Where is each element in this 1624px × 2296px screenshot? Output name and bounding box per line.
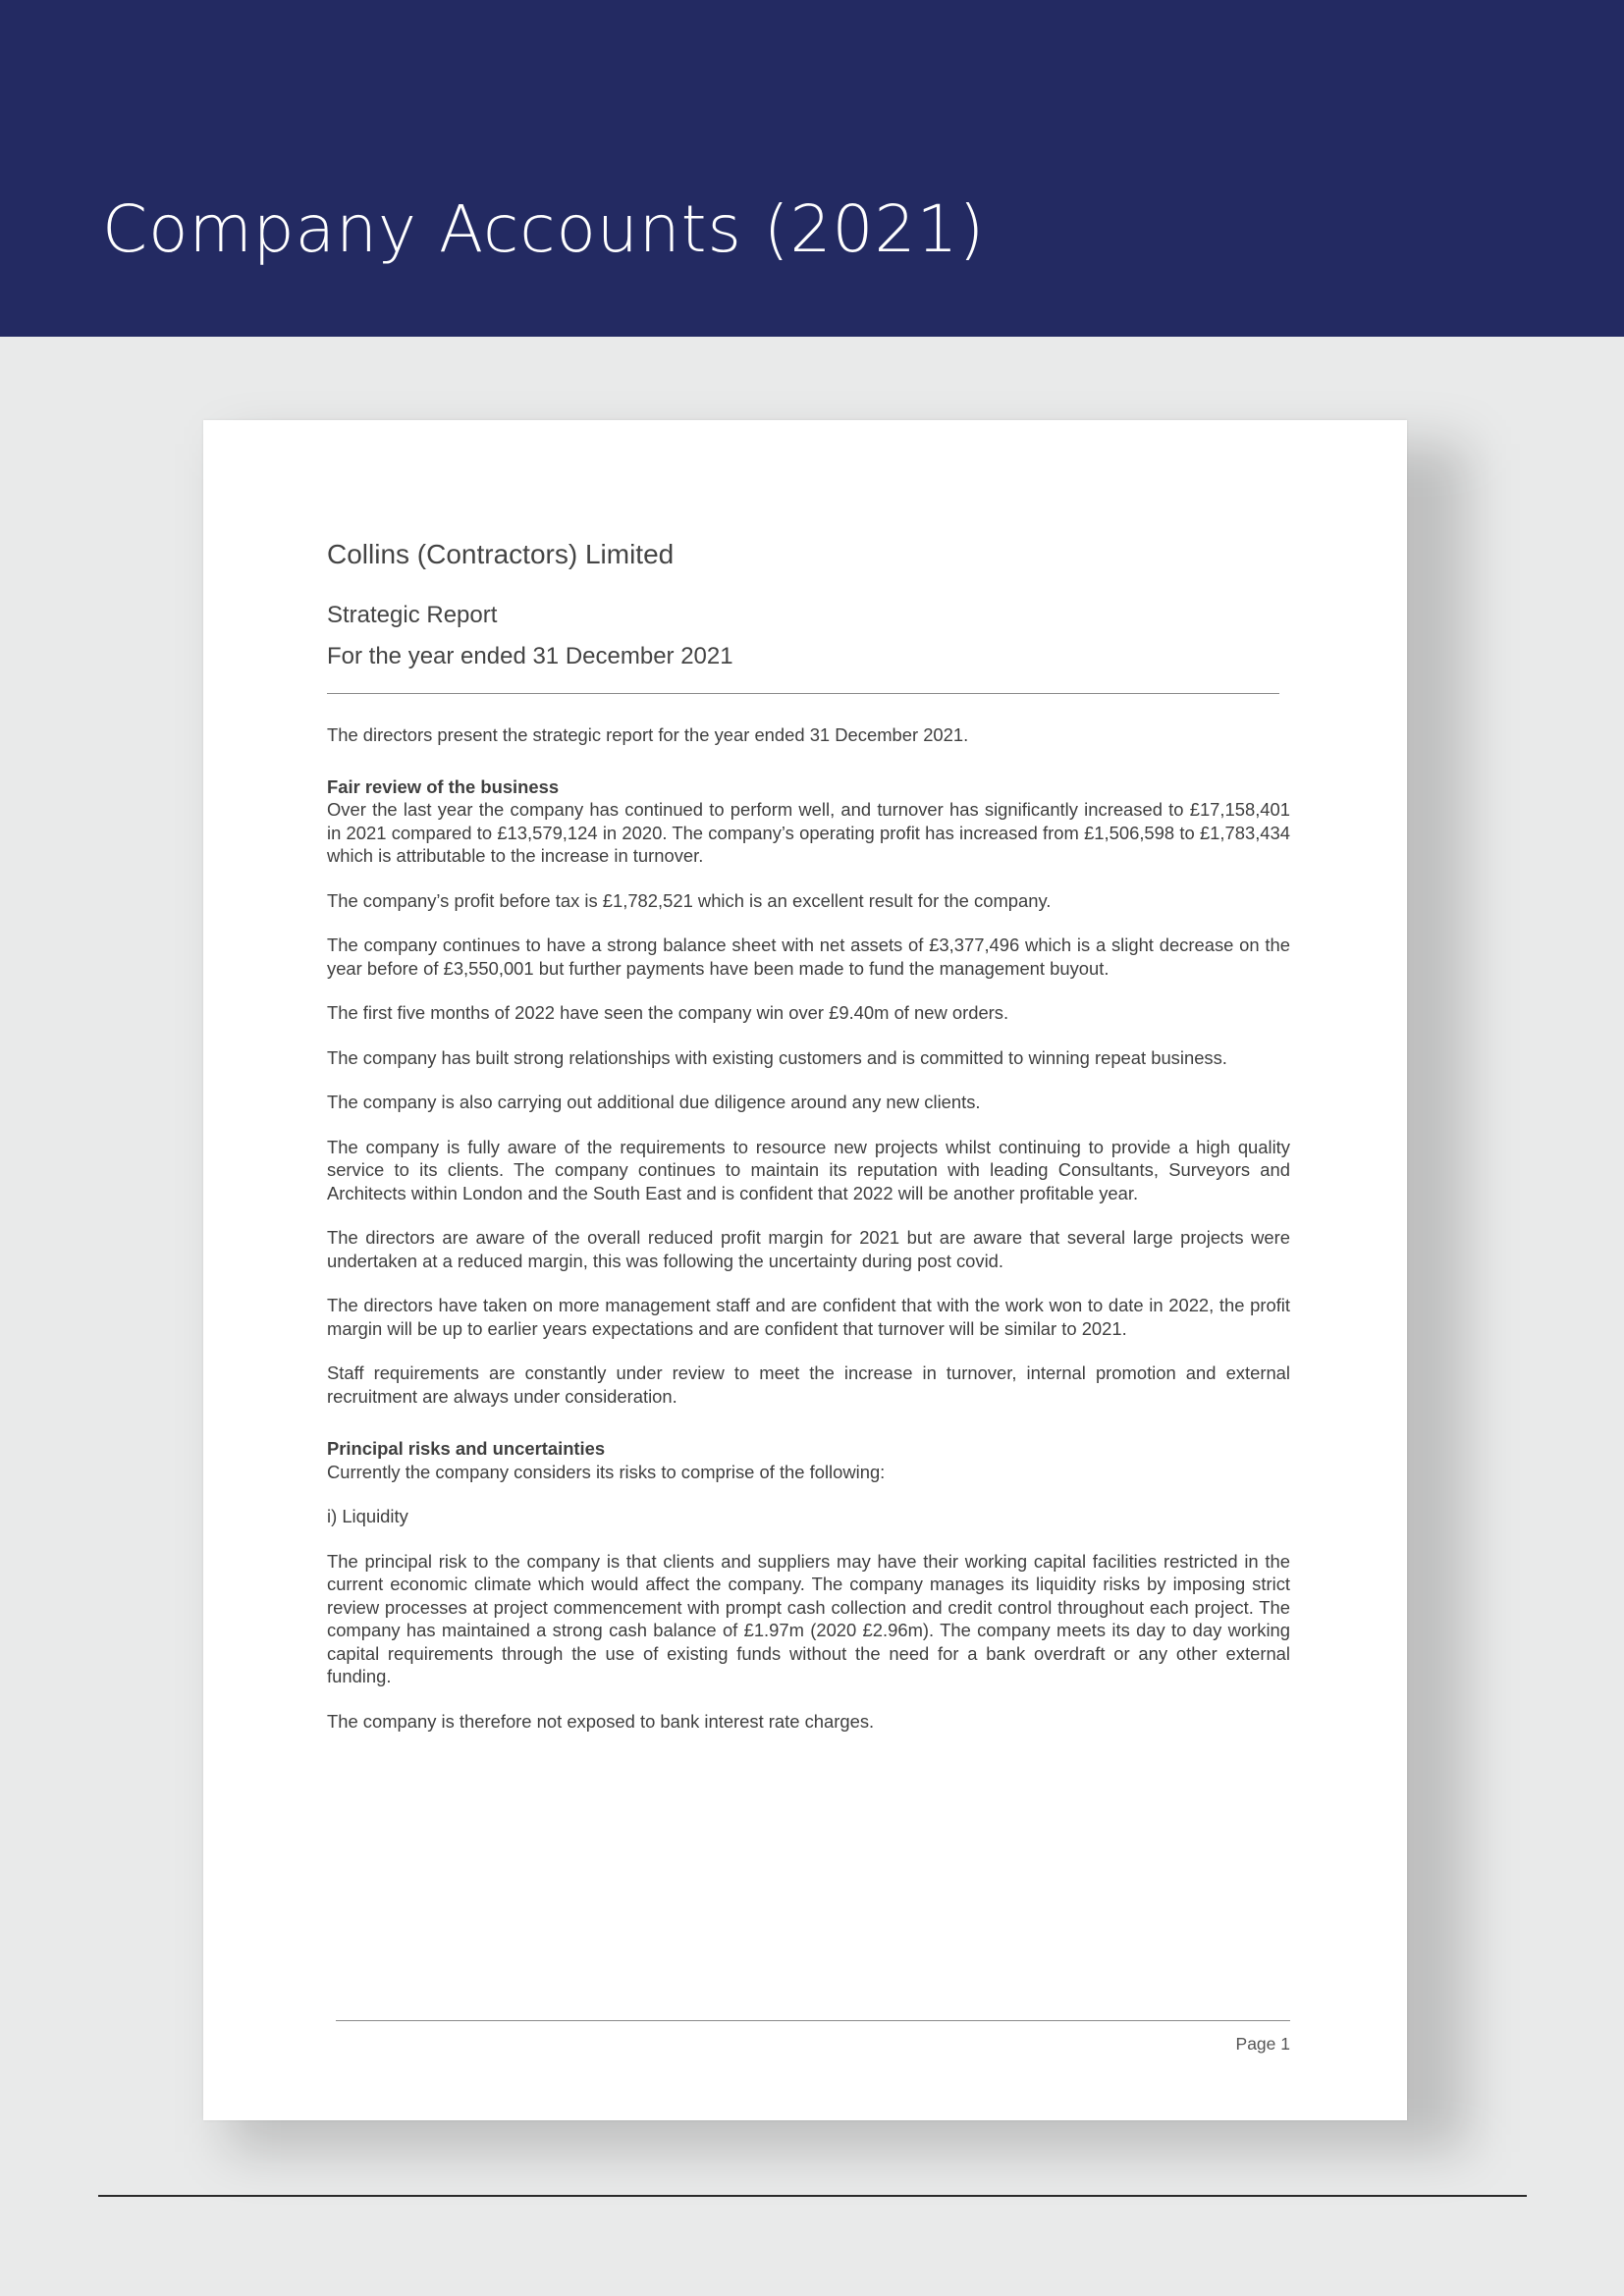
report-title: Strategic Report bbox=[327, 602, 498, 628]
fair-review-paragraph: The company is also carrying out additional due diligence around any new clients. bbox=[327, 1092, 981, 1112]
company-name: Collins (Contractors) Limited bbox=[327, 539, 675, 569]
intro-paragraph: The directors present the strategic report for the year ended 31 December 2021. bbox=[327, 724, 969, 745]
fair-review-paragraph: The directors are aware of the overall reduced profit margin for 2021 but are aware that several large projects were undertaken at a reduced margin, this was following the uncertainty during post covid. bbox=[327, 1227, 1290, 1271]
risks-heading: Principal risks and uncertainties bbox=[327, 1438, 606, 1459]
document-body bbox=[327, 538, 1290, 1754]
fair-review-paragraph: The first five months of 2022 have seen the company win over £9.40m of new orders. bbox=[327, 1002, 1009, 1023]
fair-review-paragraph: The company is fully aware of the requirements to resource new projects whilst continuing to provide a high quality service to its clients. The company continues to maintain its reputation with leading Consultants, Surveyors and Architects within London and the South East and is confident that 2022 will be another profitable year. bbox=[327, 1136, 1290, 1203]
risks-intro: Currently the company considers its risks to comprise of the following: bbox=[327, 1461, 886, 1482]
fair-review-heading: Fair review of the business bbox=[327, 775, 560, 797]
page-title: Company Accounts (2021) bbox=[102, 191, 986, 267]
fair-review-paragraph: The directors have taken on more management staff and are confident that with the work won to date in 2022, the profit margin will be up to earlier years expectations and are confident that turnover will be similar to 2021. bbox=[327, 1295, 1290, 1339]
risks-paragraph: The company is therefore not exposed to bank interest rate charges. bbox=[327, 1710, 875, 1732]
header-divider bbox=[327, 693, 1279, 694]
document-page bbox=[203, 420, 1407, 2120]
fair-review-paragraph: Over the last year the company has continued to perform well, and turnover has significantly increased to £17,158,401 in 2021 compared to £13,579,124 in 2020. The company’s operating profit has increased from £1,506,598 to £1,783,434 which is attributable to the increase in turnover. bbox=[327, 799, 1290, 866]
footer-divider bbox=[336, 2020, 1290, 2021]
report-period: For the year ended 31 December 2021 bbox=[327, 643, 733, 669]
fair-review-paragraph: The company continues to have a strong balance sheet with net assets of £3,377,496 which is a slight decrease on the year before of £3,550,001 but further payments have been made to fund the management buyout. bbox=[327, 934, 1290, 979]
page-number: Page 1 bbox=[1235, 2034, 1290, 2054]
fair-review-paragraph: The company’s profit before tax is £1,782,521 which is an excellent result for the company. bbox=[327, 889, 1052, 911]
bottom-divider bbox=[98, 2195, 1527, 2197]
risks-subheading: i) Liquidity bbox=[327, 1506, 408, 1526]
header-banner bbox=[0, 0, 1624, 337]
fair-review-paragraph: Staff requirements are constantly under review to meet the increase in turnover, internal promotion and external recruitment are always under consideration. bbox=[327, 1362, 1290, 1407]
fair-review-paragraph: The company has built strong relationships with existing customers and is committed to winning repeat business. bbox=[327, 1046, 1227, 1068]
risks-paragraph: The principal risk to the company is that clients and suppliers may have their working capital facilities restricted in the current economic climate which would affect the company. The company manages its liquidity risks by imposing strict review processes at project commencement with prompt cash collection and credit control throughout each project. The company has maintained a strong cash balance of £1.97m (2020 £2.96m). The company meets its day to day working capital requirements through the use of existing funds without the need for a bank overdraft or any other external funding. bbox=[327, 1550, 1290, 1686]
